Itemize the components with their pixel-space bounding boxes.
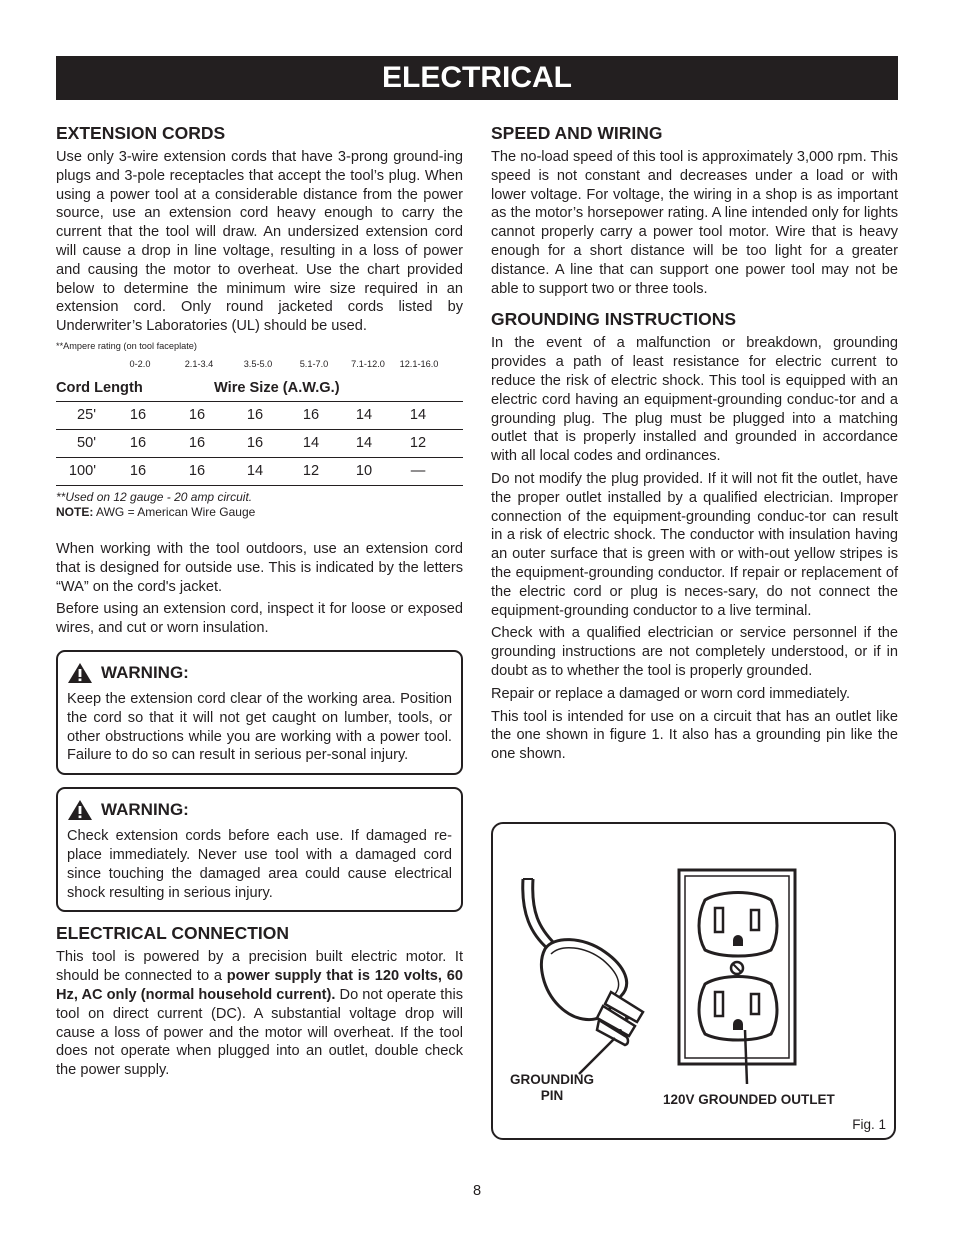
table-cell: 12: [302, 463, 320, 480]
grounding-paragraph-2: Do not modify the plug provided. If it will not fit the outlet, have the proper outlet installed by a qualified electrician. Improper connection of the equipment-grounding conduc-tor can result in a risk of electric shock. The conductor with insulation having an outer surface that is green with or with-out yellow stripes is the equipment-grounding conductor. If repair or replacement of the electric cord or plug is neces-sary, do not connect the equipment-grounding conductor to a live terminal.: [491, 470, 898, 619]
table-cell: —: [410, 463, 426, 480]
text-run: Do not operate this tool on direct current (DC). A substantial voltage drop will cause a loss of power and the motor will overheat. If the tool does not operate when plugged into an outlet, double check the power supply.: [56, 986, 463, 1079]
power-supply-bold-text: power supply that is 120 volts, 60 Hz, AC only (normal household current).: [56, 968, 463, 1003]
extension-cords-heading: EXTENSION CORDS: [56, 123, 226, 143]
cord-length-header: Cord Length: [56, 379, 143, 396]
table-cell: 16: [188, 407, 206, 424]
electrical-connection-heading: ELECTRICAL CONNECTION: [56, 923, 290, 944]
warning-text: Keep the extension cord clear of the working area. Position the cord so that it will not get caught on lumber, tools, or other obstructions while you are working with a power tool. Failure to do so can result in serious per-sonal injury.: [67, 690, 452, 764]
table-cell: 16: [129, 435, 147, 452]
outlet-icon: [679, 870, 795, 1064]
grounding-paragraph-3: Check with a qualified electrician or service personnel if the grounding instructions are not completely understood, or if in doubt as to whether the tool is properly grounded.: [491, 625, 898, 679]
warning-text: Check extension cords before each use. If damaged re-place immediately. Never use tool with a damaged cord since touching the damaged area could cause electrical shock resulting in serious injury.: [67, 828, 452, 901]
warning-title-text: WARNING:: [101, 800, 189, 820]
table-cell: 16: [302, 407, 320, 424]
note-text: AWG = American Wire Gauge: [93, 504, 256, 519]
table-cell: 14: [409, 407, 427, 424]
cord-length-cell: 50': [76, 435, 96, 452]
warning-title-text: WARNING:: [101, 662, 189, 682]
grounding-pin-label: [507, 1072, 597, 1104]
table-cell: 14: [355, 435, 373, 452]
page-title: ELECTRICAL: [56, 56, 898, 100]
grounding-paragraph-1: In the event of a malfunction or breakdown, grounding provides a path of least resistance for electric current to reduce the risk of electric shock. This tool is equipped with an electric cord having an equipment-grounding conduc-tor and a grounding plug. The plug must be plugged into a matching outlet that is properly installed and grounded in accordance with all local codes and ordinances.: [491, 335, 898, 465]
figure-caption: Fig. 1: [852, 1117, 886, 1132]
ampere-range: 3.5-5.0: [243, 358, 273, 369]
figure-1-box: [491, 822, 896, 1140]
table-row: [56, 402, 463, 430]
table-cell: 12: [409, 435, 427, 452]
grounding-pin-label-line: GROUNDING: [510, 1072, 594, 1087]
table-cell: 14: [246, 463, 264, 480]
grounding-pin-label-line: PIN: [540, 1088, 564, 1103]
ampere-range: 12.1-16.0: [399, 358, 439, 369]
warning-triangle-icon: [67, 662, 93, 684]
left-column: [56, 122, 463, 1084]
extension-cords-paragraph-2: When working with the tool outdoors, use an extension cord that is designed for outside use. This is indicated by the letters “WA” on the cord's jacket.: [56, 540, 463, 595]
extension-cords-paragraph-3: Before using an extension cord, inspect it for loose or exposed wires, and cut or worn insulation.: [56, 601, 463, 637]
outlet-label: 120V GROUNDED OUTLET: [663, 1092, 835, 1107]
ampere-ranges: [56, 358, 463, 370]
note-label: NOTE:: [56, 504, 94, 519]
electrical-connection-paragraph: [56, 948, 463, 1080]
extension-cords-paragraph-1: Use only 3-wire extension cords that have 3-prong ground-ing plugs and 3-pole receptacles that accept the tool’s plug. When using a power tool at a considerable distance from the power source, use an extension cord heavy enough to carry the current that the tool will draw. An undersized extension cord will cause a drop in line voltage, resulting in a loss of power and causing the motor to overheat. Use the chart provided below to determine the minimum wire size required in an extension cord. Only round jacketed cords listed by Underwriter’s Laboratories (UL) should be used.: [56, 149, 463, 335]
table-cell: 14: [302, 435, 320, 452]
text-run: This tool is powered by a precision built electric motor. It should be connected to a: [56, 949, 463, 985]
ampere-range: 0-2.0: [129, 358, 151, 369]
table-cell: 16: [188, 435, 206, 452]
cord-length-cell: 25': [76, 407, 96, 424]
grounding-paragraph-4: Repair or replace a damaged or worn cord immediately.: [491, 685, 851, 702]
warning-box-cord-clear: [56, 650, 463, 775]
gauge-footnote: **Used on 12 gauge - 20 amp circuit.: [56, 489, 253, 504]
warning-box-check-cords: [56, 787, 463, 912]
speed-wiring-paragraph: The no-load speed of this tool is approximately 3,000 rpm. This speed is not constant and decreases under a load or with lower voltage. For voltage, the wiring in a shop is as important as the motor’s horsepower rating. A line intended only for lights cannot properly carry a power tool motor. Wire that is heavy enough for a short distance will be too light for a greater distance. A line that can support one power tool may not be able to support two or three tools.: [491, 149, 898, 297]
warning-triangle-icon: [67, 799, 93, 821]
warning-title: [67, 799, 452, 821]
grounding-paragraph-5: This tool is intended for use on a circuit that has an outlet like the one shown in figure 1. It also has a grounding pin like the one shown.: [491, 708, 898, 763]
ampere-rating-note: **Ampere rating (on tool faceplate): [56, 340, 197, 351]
awg-note: [56, 505, 463, 520]
cord-length-cell: 100': [68, 463, 96, 480]
grounding-heading: GROUNDING INSTRUCTIONS: [491, 309, 736, 330]
table-body: [56, 401, 463, 486]
warning-title: [67, 662, 452, 684]
table-cell: 16: [246, 407, 264, 424]
wire-size-header: Wire Size (A.W.G.): [214, 379, 340, 396]
table-row: [56, 458, 463, 486]
table-cell: 16: [246, 435, 264, 452]
ampere-range: 2.1-3.4: [184, 358, 214, 369]
plug-icon: [541, 940, 643, 1045]
table-row: [56, 430, 463, 458]
ampere-range: 5.1-7.0: [299, 358, 329, 369]
table-cell: 16: [129, 463, 147, 480]
table-header: [56, 377, 463, 399]
ampere-range: 7.1-12.0: [351, 358, 385, 369]
speed-wiring-heading: SPEED AND WIRING: [491, 123, 663, 143]
right-column: [491, 122, 898, 768]
wire-size-table: [56, 340, 463, 520]
page-number: 8: [472, 1183, 482, 1199]
table-cell: 16: [188, 463, 206, 480]
table-cell: 16: [129, 407, 147, 424]
table-cell: 14: [355, 407, 373, 424]
table-cell: 10: [355, 463, 373, 480]
